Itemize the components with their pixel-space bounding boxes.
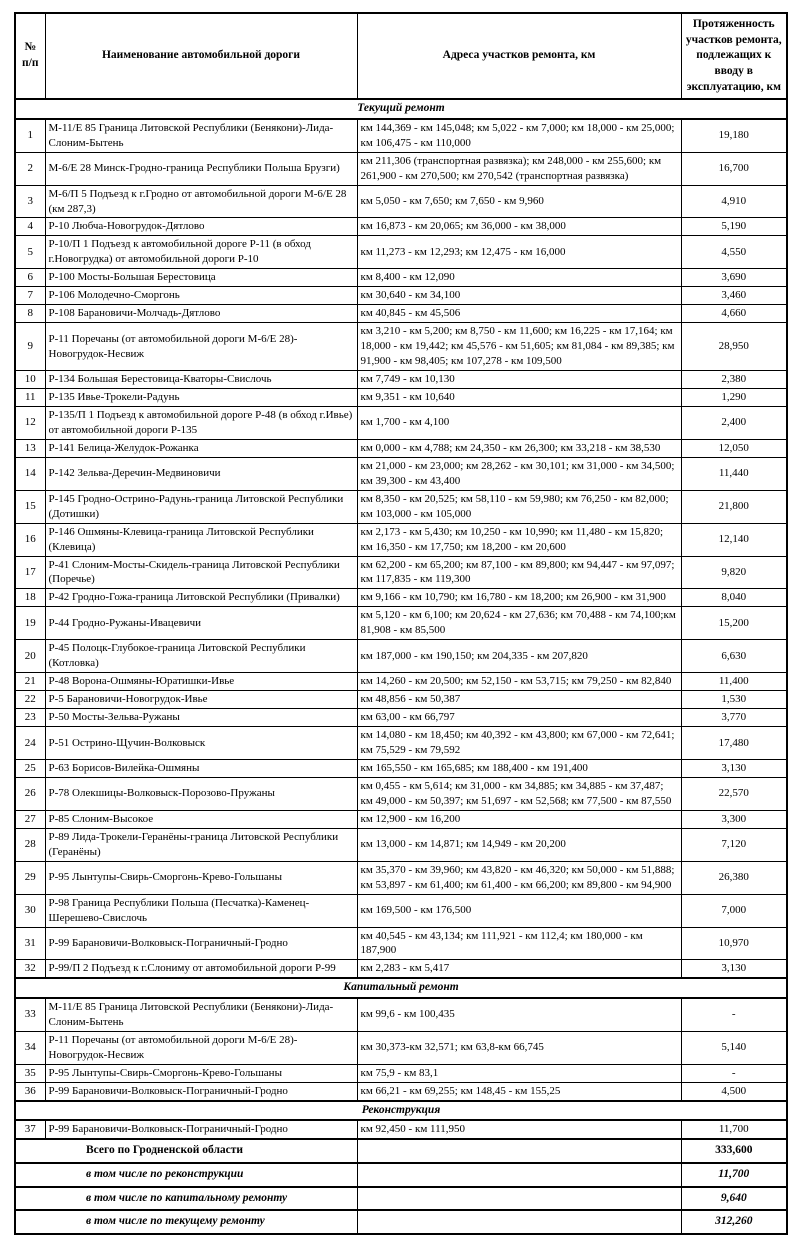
repair-length: 5,190 — [681, 218, 787, 236]
row-number: 24 — [15, 727, 45, 760]
row-number: 32 — [15, 960, 45, 978]
col-header-number: № п/п — [15, 13, 45, 99]
repair-addresses: км 0,000 - км 4,788; км 24,350 - км 26,300; км 33,218 - км 38,530 — [357, 439, 681, 457]
table-row — [15, 1031, 787, 1064]
row-number: 15 — [15, 490, 45, 523]
row-number: 23 — [15, 709, 45, 727]
table-row — [15, 152, 787, 185]
table-row — [15, 998, 787, 1031]
row-number: 31 — [15, 927, 45, 960]
road-name: Р-100 Мосты-Большая Берестовица — [45, 269, 357, 287]
row-number: 30 — [15, 894, 45, 927]
repair-length: 12,140 — [681, 523, 787, 556]
summary-empty-cell — [357, 1139, 681, 1163]
road-name: Р-142 Зельва-Деречин-Медвиновичи — [45, 457, 357, 490]
repair-addresses: км 63,00 - км 66,797 — [357, 709, 681, 727]
table-row — [15, 406, 787, 439]
repair-length: 22,570 — [681, 777, 787, 810]
repair-addresses: км 211,306 (транспортная развязка); км 248,000 - км 255,600; км 261,900 - км 270,500; км 270,542 (транспортная развязка) — [357, 152, 681, 185]
repair-addresses: км 0,455 - км 5,614; км 31,000 - км 34,885; км 34,885 - км 37,487; км 49,000 - км 50,397; км 51,697 - км 52,568; км 77,500 - км 87,550 — [357, 777, 681, 810]
road-name: Р-45 Полоцк-Глубокое-граница Литовской Республики (Котловка) — [45, 640, 357, 673]
row-number: 21 — [15, 673, 45, 691]
repair-addresses: км 40,845 - км 45,506 — [357, 305, 681, 323]
row-number: 34 — [15, 1031, 45, 1064]
summary-label: в том числе по текущему ремонту — [15, 1210, 357, 1234]
section-title: Капитальный ремонт — [15, 978, 787, 998]
repair-length: 6,630 — [681, 640, 787, 673]
section-header-row — [15, 978, 787, 998]
road-name: Р-89 Лида-Трокели-Геранёны-граница Литовской Республики (Геранёны) — [45, 828, 357, 861]
repair-length: 1,290 — [681, 389, 787, 407]
row-number: 14 — [15, 457, 45, 490]
repair-addresses: км 7,749 - км 10,130 — [357, 371, 681, 389]
summary-row — [15, 1210, 787, 1234]
road-name: Р-11 Поречаны (от автомобильной дороги М-6/Е 28)-Новогрудок-Несвиж — [45, 1031, 357, 1064]
repair-length: - — [681, 1064, 787, 1082]
repair-length: 7,000 — [681, 894, 787, 927]
table-row — [15, 439, 787, 457]
road-name: Р-51 Острино-Щучин-Волковыск — [45, 727, 357, 760]
repair-length: 11,700 — [681, 1120, 787, 1139]
row-number: 11 — [15, 389, 45, 407]
road-name: М-11/Е 85 Граница Литовской Республики (Бенякони)-Лида-Слоним-Бытень — [45, 998, 357, 1031]
summary-value: 9,640 — [681, 1187, 787, 1211]
row-number: 12 — [15, 406, 45, 439]
repair-length: 4,910 — [681, 185, 787, 218]
road-repair-table — [14, 12, 788, 1235]
repair-length: 28,950 — [681, 323, 787, 371]
row-number: 35 — [15, 1064, 45, 1082]
table-row — [15, 236, 787, 269]
road-name: Р-99 Барановичи-Волковыск-Пограничный-Гродно — [45, 1082, 357, 1100]
table-row — [15, 927, 787, 960]
col-header-repair-addresses: Адреса участков ремонта, км — [357, 13, 681, 99]
repair-addresses: км 16,873 - км 20,065; км 36,000 - км 38,000 — [357, 218, 681, 236]
repair-addresses: км 30,373-км 32,571; км 63,8-км 66,745 — [357, 1031, 681, 1064]
repair-length: 3,770 — [681, 709, 787, 727]
row-number: 27 — [15, 810, 45, 828]
table-row — [15, 490, 787, 523]
repair-addresses: км 2,283 - км 5,417 — [357, 960, 681, 978]
repair-addresses: км 165,550 - км 165,685; км 188,400 - км 191,400 — [357, 759, 681, 777]
repair-length: 4,660 — [681, 305, 787, 323]
row-number: 17 — [15, 556, 45, 589]
repair-addresses: км 11,273 - км 12,293; км 12,475 - км 16,000 — [357, 236, 681, 269]
repair-addresses: км 14,260 - км 20,500; км 52,150 - км 53,715; км 79,250 - км 82,840 — [357, 673, 681, 691]
road-name: Р-78 Олекшицы-Волковыск-Порозово-Пружаны — [45, 777, 357, 810]
table-row — [15, 673, 787, 691]
road-name: Р-145 Гродно-Острино-Радунь-граница Литовской Республики (Дотишки) — [45, 490, 357, 523]
repair-length: 1,530 — [681, 691, 787, 709]
row-number: 6 — [15, 269, 45, 287]
road-name: Р-42 Гродно-Гожа-граница Литовской Республики (Привалки) — [45, 589, 357, 607]
summary-empty-cell — [357, 1163, 681, 1187]
row-number: 19 — [15, 607, 45, 640]
table-row — [15, 709, 787, 727]
road-name: Р-99 Барановичи-Волковыск-Пограничный-Гродно — [45, 927, 357, 960]
section-header-row — [15, 99, 787, 119]
road-name: Р-99/П 2 Подъезд к г.Слониму от автомобильной дороги Р-99 — [45, 960, 357, 978]
repair-addresses: км 66,21 - км 69,255; км 148,45 - км 155,25 — [357, 1082, 681, 1100]
row-number: 13 — [15, 439, 45, 457]
road-name: Р-11 Поречаны (от автомобильной дороги М-6/Е 28)-Новогрудок-Несвиж — [45, 323, 357, 371]
repair-addresses: км 5,120 - км 6,100; км 20,624 - км 27,636; км 70,488 - км 74,100;км 81,908 - км 85,500 — [357, 607, 681, 640]
repair-addresses: км 13,000 - км 14,871; км 14,949 - км 20,200 — [357, 828, 681, 861]
table-row — [15, 119, 787, 152]
repair-addresses: км 187,000 - км 190,150; км 204,335 - км 207,820 — [357, 640, 681, 673]
summary-empty-cell — [357, 1210, 681, 1234]
table-row — [15, 1120, 787, 1139]
road-name: Р-95 Лынтупы-Свирь-Сморгонь-Крево-Гольшаны — [45, 861, 357, 894]
row-number: 3 — [15, 185, 45, 218]
repair-length: 2,380 — [681, 371, 787, 389]
row-number: 9 — [15, 323, 45, 371]
repair-length: 26,380 — [681, 861, 787, 894]
repair-length: 12,050 — [681, 439, 787, 457]
row-number: 33 — [15, 998, 45, 1031]
summary-row — [15, 1187, 787, 1211]
repair-addresses: км 5,050 - км 7,650; км 7,650 - км 9,960 — [357, 185, 681, 218]
repair-addresses: км 169,500 - км 176,500 — [357, 894, 681, 927]
road-name: Р-50 Мосты-Зельва-Ружаны — [45, 709, 357, 727]
repair-addresses: км 8,350 - км 20,525; км 58,110 - км 59,980; км 76,250 - км 82,000; км 103,000 - км 105,000 — [357, 490, 681, 523]
summary-value: 333,600 — [681, 1139, 787, 1163]
repair-addresses: км 92,450 - км 111,950 — [357, 1120, 681, 1139]
table-row — [15, 861, 787, 894]
repair-addresses: км 75,9 - км 83,1 — [357, 1064, 681, 1082]
table-row — [15, 371, 787, 389]
summary-label: в том числе по капитальному ремонту — [15, 1187, 357, 1211]
row-number: 18 — [15, 589, 45, 607]
summary-row — [15, 1163, 787, 1187]
repair-addresses: км 144,369 - км 145,048; км 5,022 - км 7,000; км 18,000 - км 25,000; км 106,475 - км 110,000 — [357, 119, 681, 152]
table-row — [15, 218, 787, 236]
repair-addresses: км 8,400 - км 12,090 — [357, 269, 681, 287]
repair-length: 5,140 — [681, 1031, 787, 1064]
section-header-row — [15, 1101, 787, 1121]
row-number: 22 — [15, 691, 45, 709]
repair-length: 3,130 — [681, 960, 787, 978]
row-number: 5 — [15, 236, 45, 269]
row-number: 2 — [15, 152, 45, 185]
table-row — [15, 810, 787, 828]
repair-length: 8,040 — [681, 589, 787, 607]
table-row — [15, 640, 787, 673]
repair-length: 15,200 — [681, 607, 787, 640]
table-row — [15, 589, 787, 607]
road-name: Р-146 Ошмяны-Клевица-граница Литовской Республики (Клевица) — [45, 523, 357, 556]
repair-addresses: км 14,080 - км 18,450; км 40,392 - км 43,800; км 67,000 - км 72,641; км 75,529 - км 79,592 — [357, 727, 681, 760]
row-number: 1 — [15, 119, 45, 152]
repair-addresses: км 35,370 - км 39,960; км 43,820 - км 46,320; км 50,000 - км 51,888; км 53,897 - км 61,400; км 61,400 - км 66,200; км 89,800 - км 94,900 — [357, 861, 681, 894]
road-name: М-11/Е 85 Граница Литовской Республики (Бенякони)-Лида-Слоним-Бытень — [45, 119, 357, 152]
row-number: 16 — [15, 523, 45, 556]
repair-length: 3,300 — [681, 810, 787, 828]
repair-addresses: км 48,856 - км 50,387 — [357, 691, 681, 709]
repair-addresses: км 62,200 - км 65,200; км 87,100 - км 89,800; км 94,447 - км 97,097; км 117,835 - км 119,300 — [357, 556, 681, 589]
repair-length: 17,480 — [681, 727, 787, 760]
repair-addresses: км 12,900 - км 16,200 — [357, 810, 681, 828]
row-number: 7 — [15, 287, 45, 305]
repair-addresses: км 1,700 - км 4,100 — [357, 406, 681, 439]
repair-length: 3,460 — [681, 287, 787, 305]
table-row — [15, 727, 787, 760]
col-header-repair-length: Протяженность участков ремонта, подлежащих к вводу в эксплуатацию, км — [681, 13, 787, 99]
table-row — [15, 305, 787, 323]
row-number: 4 — [15, 218, 45, 236]
repair-length: 11,400 — [681, 673, 787, 691]
repair-length: 19,180 — [681, 119, 787, 152]
road-name: Р-48 Ворона-Ошмяны-Юратишки-Ивье — [45, 673, 357, 691]
section-title: Текущий ремонт — [15, 99, 787, 119]
repair-length: 2,400 — [681, 406, 787, 439]
road-name: М-6/Е 28 Минск-Гродно-граница Республики Польша Брузги) — [45, 152, 357, 185]
row-number: 8 — [15, 305, 45, 323]
repair-length: 9,820 — [681, 556, 787, 589]
repair-addresses: км 99,6 - км 100,435 — [357, 998, 681, 1031]
table-row — [15, 691, 787, 709]
road-name: Р-134 Большая Берестовица-Кваторы-Свислочь — [45, 371, 357, 389]
repair-length: - — [681, 998, 787, 1031]
road-name: Р-5 Барановичи-Новогрудок-Ивье — [45, 691, 357, 709]
repair-length: 16,700 — [681, 152, 787, 185]
table-row — [15, 523, 787, 556]
row-number: 10 — [15, 371, 45, 389]
table-row — [15, 828, 787, 861]
repair-length: 21,800 — [681, 490, 787, 523]
repair-addresses: км 30,640 - км 34,100 — [357, 287, 681, 305]
row-number: 25 — [15, 759, 45, 777]
road-name: Р-106 Молодечно-Сморгонь — [45, 287, 357, 305]
summary-label: Всего по Гродненской области — [15, 1139, 357, 1163]
repair-addresses: км 21,000 - км 23,000; км 28,262 - км 30,101; км 31,000 - км 34,500; км 39,300 - км 43,400 — [357, 457, 681, 490]
row-number: 29 — [15, 861, 45, 894]
road-name: Р-99 Барановичи-Волковыск-Пограничный-Гродно — [45, 1120, 357, 1139]
repair-length: 4,500 — [681, 1082, 787, 1100]
table-body — [15, 99, 787, 1234]
repair-length: 4,550 — [681, 236, 787, 269]
road-name: Р-98 Граница Республики Польша (Песчатка)-Каменец-Шерешево-Свислочь — [45, 894, 357, 927]
table-header-row — [15, 13, 787, 99]
repair-length: 3,130 — [681, 759, 787, 777]
row-number: 20 — [15, 640, 45, 673]
row-number: 28 — [15, 828, 45, 861]
section-title: Реконструкция — [15, 1101, 787, 1121]
table-row — [15, 269, 787, 287]
road-name: Р-108 Барановичи-Молчадь-Дятлово — [45, 305, 357, 323]
summary-value: 312,260 — [681, 1210, 787, 1234]
summary-row — [15, 1139, 787, 1163]
table-row — [15, 389, 787, 407]
repair-addresses: км 40,545 - км 43,134; км 111,921 - км 112,4; км 180,000 - км 187,900 — [357, 927, 681, 960]
table-row — [15, 1082, 787, 1100]
repair-addresses: км 9,351 - км 10,640 — [357, 389, 681, 407]
repair-length: 3,690 — [681, 269, 787, 287]
road-name: Р-10 Любча-Новогрудок-Дятлово — [45, 218, 357, 236]
road-name: Р-41 Слоним-Мосты-Скидель-граница Литовской Республики (Поречье) — [45, 556, 357, 589]
road-name: Р-135/П 1 Подъезд к автомобильной дороге Р-48 (в обход г.Ивье) от автомобильной дороги Р-135 — [45, 406, 357, 439]
repair-addresses: км 3,210 - км 5,200; км 8,750 - км 11,600; км 16,225 - км 17,164; км 18,000 - км 19,442; км 45,576 - км 51,605; км 81,084 - км 89,385; км 91,900 - км 98,405; км 107,278 - км 109,500 — [357, 323, 681, 371]
row-number: 37 — [15, 1120, 45, 1139]
row-number: 36 — [15, 1082, 45, 1100]
repair-length: 11,440 — [681, 457, 787, 490]
table-row — [15, 607, 787, 640]
road-name: Р-95 Лынтупы-Свирь-Сморгонь-Крево-Гольшаны — [45, 1064, 357, 1082]
table-row — [15, 457, 787, 490]
col-header-road-name: Наименование автомобильной дороги — [45, 13, 357, 99]
repair-length: 7,120 — [681, 828, 787, 861]
table-row — [15, 185, 787, 218]
summary-value: 11,700 — [681, 1163, 787, 1187]
repair-addresses: км 9,166 - км 10,790; км 16,780 - км 18,200; км 26,900 - км 31,900 — [357, 589, 681, 607]
road-name: Р-135 Ивье-Трокели-Радунь — [45, 389, 357, 407]
table-row — [15, 759, 787, 777]
repair-length: 10,970 — [681, 927, 787, 960]
road-name: М-6/П 5 Подъезд к г.Гродно от автомобильной дороги М-6/Е 28 (км 287,3) — [45, 185, 357, 218]
table-row — [15, 960, 787, 978]
table-row — [15, 1064, 787, 1082]
road-name: Р-10/П 1 Подъезд к автомобильной дороге Р-11 (в обход г.Новогрудка) от автомобильной дороги Р-10 — [45, 236, 357, 269]
row-number: 26 — [15, 777, 45, 810]
road-name: Р-85 Слоним-Высокое — [45, 810, 357, 828]
table-row — [15, 777, 787, 810]
table-row — [15, 287, 787, 305]
table-row — [15, 323, 787, 371]
summary-empty-cell — [357, 1187, 681, 1211]
road-name: Р-141 Белица-Желудок-Рожанка — [45, 439, 357, 457]
table-row — [15, 556, 787, 589]
summary-label: в том числе по реконструкции — [15, 1163, 357, 1187]
road-name: Р-44 Гродно-Ружаны-Ивацевичи — [45, 607, 357, 640]
repair-addresses: км 2,173 - км 5,430; км 10,250 - км 10,990; км 11,480 - км 15,820; км 16,350 - км 17,750; км 18,200 - км 20,600 — [357, 523, 681, 556]
road-name: Р-63 Борисов-Вилейка-Ошмяны — [45, 759, 357, 777]
table-row — [15, 894, 787, 927]
